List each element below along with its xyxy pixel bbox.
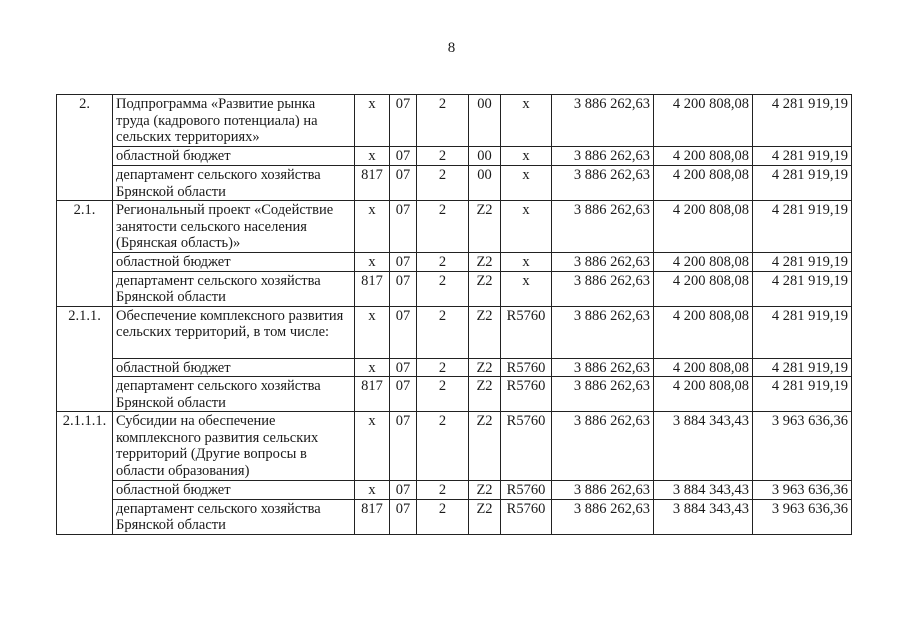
grbs-code-cell: х <box>355 358 390 377</box>
program-code-cell: Z2 <box>469 377 501 412</box>
name-cell: областной бюджет <box>113 147 355 166</box>
name-cell: Субсидии на обеспечение комплексного развития сельских территорий (Другие вопросы в области образования) <box>113 412 355 481</box>
name-cell: департамент сельского хозяйства Брянской области <box>113 271 355 306</box>
amount-year2-cell: 3 884 343,43 <box>654 499 753 534</box>
target-article-cell: R5760 <box>501 358 552 377</box>
subsection-code-cell: 2 <box>417 412 469 481</box>
table-row <box>57 147 852 166</box>
subsection-code-cell: 2 <box>417 377 469 412</box>
section-code-cell: 07 <box>390 412 417 481</box>
page-number: 8 <box>447 40 456 56</box>
table-row <box>57 166 852 201</box>
target-article-cell: R5760 <box>501 412 552 481</box>
name-cell: областной бюджет <box>113 481 355 500</box>
grbs-code-cell: х <box>355 201 390 253</box>
amount-year1-cell: 3 886 262,63 <box>552 481 654 500</box>
table-row <box>57 253 852 272</box>
target-article-cell: х <box>501 166 552 201</box>
grbs-code-cell: х <box>355 95 390 147</box>
name-cell: Региональный проект «Содействие занятости сельского населения (Брянская область)» <box>113 201 355 253</box>
subsection-code-cell: 2 <box>417 95 469 147</box>
amount-year2-cell: 3 884 343,43 <box>654 481 753 500</box>
amount-year1-cell: 3 886 262,63 <box>552 147 654 166</box>
table-row <box>57 271 852 306</box>
section-code-cell: 07 <box>390 253 417 272</box>
table-row <box>57 201 852 253</box>
table-row <box>57 377 852 412</box>
section-code-cell: 07 <box>390 358 417 377</box>
amount-year3-cell: 4 281 919,19 <box>753 306 852 358</box>
amount-year3-cell: 3 963 636,36 <box>753 481 852 500</box>
subsection-code-cell: 2 <box>417 147 469 166</box>
row-number-cell: 2.1. <box>57 201 113 307</box>
grbs-code-cell: х <box>355 253 390 272</box>
amount-year2-cell: 4 200 808,08 <box>654 377 753 412</box>
grbs-code-cell: х <box>355 306 390 358</box>
program-code-cell: Z2 <box>469 358 501 377</box>
target-article-cell: х <box>501 253 552 272</box>
grbs-code-cell: х <box>355 412 390 481</box>
row-number-cell: 2. <box>57 95 113 201</box>
target-article-cell: х <box>501 147 552 166</box>
amount-year1-cell: 3 886 262,63 <box>552 95 654 147</box>
section-code-cell: 07 <box>390 481 417 500</box>
subsection-code-cell: 2 <box>417 499 469 534</box>
program-code-cell: 00 <box>469 95 501 147</box>
amount-year3-cell: 4 281 919,19 <box>753 377 852 412</box>
amount-year1-cell: 3 886 262,63 <box>552 358 654 377</box>
amount-year3-cell: 3 963 636,36 <box>753 499 852 534</box>
section-code-cell: 07 <box>390 271 417 306</box>
grbs-code-cell: х <box>355 481 390 500</box>
name-cell: департамент сельского хозяйства Брянской области <box>113 499 355 534</box>
name-cell: департамент сельского хозяйства Брянской области <box>113 377 355 412</box>
grbs-code-cell: х <box>355 147 390 166</box>
target-article-cell: х <box>501 271 552 306</box>
name-cell: Обеспечение комплексного развития сельских территорий, в том числе: <box>113 306 355 358</box>
table-row <box>57 481 852 500</box>
table-row <box>57 95 852 147</box>
section-code-cell: 07 <box>390 201 417 253</box>
amount-year3-cell: 3 963 636,36 <box>753 412 852 481</box>
amount-year3-cell: 4 281 919,19 <box>753 95 852 147</box>
section-code-cell: 07 <box>390 166 417 201</box>
amount-year2-cell: 4 200 808,08 <box>654 147 753 166</box>
grbs-code-cell: 817 <box>355 166 390 201</box>
program-code-cell: Z2 <box>469 306 501 358</box>
target-article-cell: х <box>501 201 552 253</box>
amount-year1-cell: 3 886 262,63 <box>552 306 654 358</box>
amount-year2-cell: 4 200 808,08 <box>654 166 753 201</box>
section-code-cell: 07 <box>390 147 417 166</box>
amount-year3-cell: 4 281 919,19 <box>753 271 852 306</box>
amount-year1-cell: 3 886 262,63 <box>552 412 654 481</box>
program-code-cell: Z2 <box>469 201 501 253</box>
subsection-code-cell: 2 <box>417 271 469 306</box>
amount-year1-cell: 3 886 262,63 <box>552 377 654 412</box>
amount-year1-cell: 3 886 262,63 <box>552 253 654 272</box>
table-row <box>57 412 852 481</box>
amount-year1-cell: 3 886 262,63 <box>552 499 654 534</box>
amount-year2-cell: 4 200 808,08 <box>654 271 753 306</box>
section-code-cell: 07 <box>390 306 417 358</box>
amount-year1-cell: 3 886 262,63 <box>552 201 654 253</box>
grbs-code-cell: 817 <box>355 377 390 412</box>
grbs-code-cell: 817 <box>355 271 390 306</box>
row-number-cell: 2.1.1.1. <box>57 412 113 535</box>
amount-year3-cell: 4 281 919,19 <box>753 166 852 201</box>
target-article-cell: R5760 <box>501 306 552 358</box>
name-cell: Подпрограмма «Развитие рынка труда (кадрового потенциала) на сельских территориях» <box>113 95 355 147</box>
amount-year2-cell: 4 200 808,08 <box>654 253 753 272</box>
amount-year2-cell: 4 200 808,08 <box>654 358 753 377</box>
section-code-cell: 07 <box>390 499 417 534</box>
program-code-cell: Z2 <box>469 412 501 481</box>
target-article-cell: R5760 <box>501 481 552 500</box>
subsection-code-cell: 2 <box>417 358 469 377</box>
name-cell: областной бюджет <box>113 358 355 377</box>
amount-year3-cell: 4 281 919,19 <box>753 253 852 272</box>
target-article-cell: R5760 <box>501 377 552 412</box>
subsection-code-cell: 2 <box>417 166 469 201</box>
name-cell: областной бюджет <box>113 253 355 272</box>
subsection-code-cell: 2 <box>417 306 469 358</box>
budget-table <box>56 94 852 535</box>
program-code-cell: Z2 <box>469 253 501 272</box>
table-row <box>57 499 852 534</box>
program-code-cell: Z2 <box>469 271 501 306</box>
amount-year3-cell: 4 281 919,19 <box>753 201 852 253</box>
program-code-cell: Z2 <box>469 499 501 534</box>
table-row <box>57 306 852 358</box>
amount-year3-cell: 4 281 919,19 <box>753 358 852 377</box>
row-number-cell: 2.1.1. <box>57 306 113 412</box>
amount-year2-cell: 3 884 343,43 <box>654 412 753 481</box>
subsection-code-cell: 2 <box>417 481 469 500</box>
amount-year2-cell: 4 200 808,08 <box>654 306 753 358</box>
amount-year2-cell: 4 200 808,08 <box>654 201 753 253</box>
amount-year1-cell: 3 886 262,63 <box>552 271 654 306</box>
section-code-cell: 07 <box>390 377 417 412</box>
amount-year1-cell: 3 886 262,63 <box>552 166 654 201</box>
program-code-cell: 00 <box>469 166 501 201</box>
program-code-cell: Z2 <box>469 481 501 500</box>
amount-year2-cell: 4 200 808,08 <box>654 95 753 147</box>
program-code-cell: 00 <box>469 147 501 166</box>
subsection-code-cell: 2 <box>417 253 469 272</box>
section-code-cell: 07 <box>390 95 417 147</box>
subsection-code-cell: 2 <box>417 201 469 253</box>
amount-year3-cell: 4 281 919,19 <box>753 147 852 166</box>
target-article-cell: х <box>501 95 552 147</box>
name-cell: департамент сельского хозяйства Брянской области <box>113 166 355 201</box>
target-article-cell: R5760 <box>501 499 552 534</box>
table-row <box>57 358 852 377</box>
grbs-code-cell: 817 <box>355 499 390 534</box>
